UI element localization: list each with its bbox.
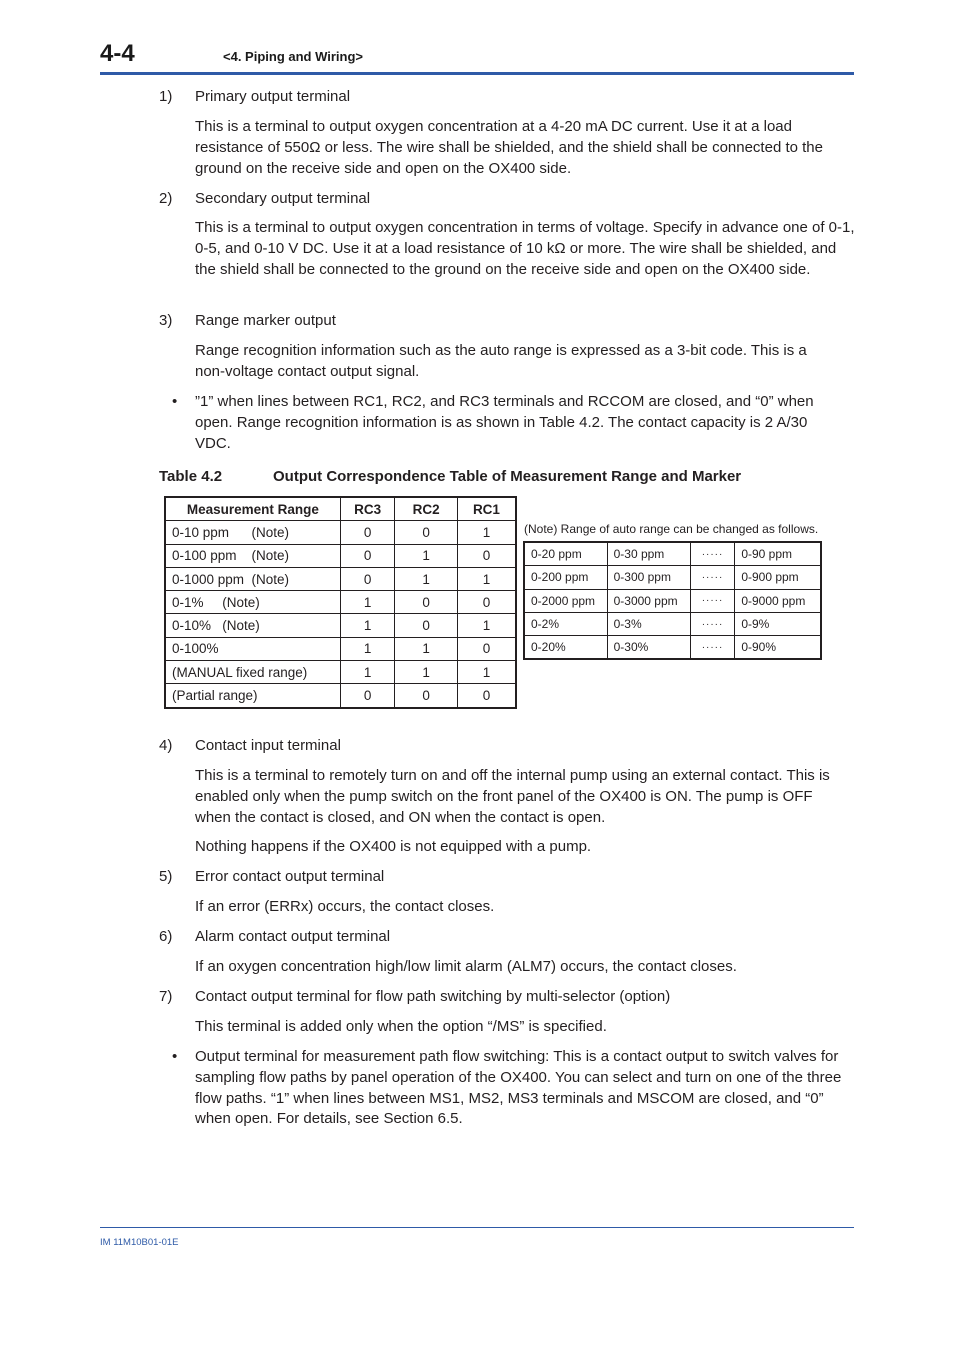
table-row bbox=[524, 636, 821, 660]
item-body: If an error (ERRx) occurs, the contact closes. bbox=[195, 898, 495, 915]
table-cell: 0-200 ppm bbox=[524, 566, 607, 589]
table-cell: 0-90% bbox=[735, 636, 821, 660]
table-cell: 1 bbox=[340, 591, 395, 614]
table-cell: 1 bbox=[395, 544, 458, 567]
table-cell: 0-1000 ppm (Note) bbox=[165, 567, 340, 590]
table-row bbox=[165, 661, 516, 684]
item-body: This is a terminal to output oxygen concentration at a 4-20 mA DC current. Use it at a load resistance of 550Ω or less. The wire shall be shielded, and the shield shall be connected to the ground on the receive side and open on the OX400 side. bbox=[195, 118, 823, 177]
ellipsis-cell: ····· bbox=[690, 636, 735, 660]
table-row bbox=[165, 591, 516, 614]
item-number: 4) bbox=[159, 737, 173, 754]
table-cell: 0-90 ppm bbox=[735, 542, 821, 566]
bullet-text: ”1” when lines between RC1, RC2, and RC3 terminals and RCCOM are closed, and “0” when open. Range recognition information is as shown in Table 4.2. The contact capacity is 2 A/30 VDC. bbox=[195, 393, 814, 452]
bullet-text: Output terminal for measurement path flow switching: This is a contact output to switch valves for sampling flow paths by panel operation of the OX400. You can select and turn on one of the three flow paths. “1” when lines between MS1, MS2, MS3 terminals and MSCOM are closed, and “0” when open. For details, see Section 6.5. bbox=[195, 1048, 842, 1128]
item-title: Alarm contact output terminal bbox=[195, 928, 391, 945]
item-body: This terminal is added only when the option “/MS” is specified. bbox=[195, 1018, 607, 1035]
table-header-cell: RC2 bbox=[395, 497, 458, 521]
item-title: Primary output terminal bbox=[195, 88, 351, 105]
item-body: This is a terminal to remotely turn on and off the internal pump using an external contact. This is enabled only when the pump switch on the front panel of the OX400 is ON. The pump is OFF when the contact is closed, and ON when the contact is open. bbox=[195, 767, 830, 826]
footer-rule bbox=[100, 1227, 854, 1228]
table-cell: 1 bbox=[457, 521, 516, 544]
table-cell: 0-100% bbox=[165, 637, 340, 660]
table-cell: 0-20% bbox=[524, 636, 607, 660]
table-cell: 0 bbox=[340, 544, 395, 567]
table-row bbox=[524, 589, 821, 612]
table-cell: 0 bbox=[457, 684, 516, 708]
table-cell: 0-9% bbox=[735, 612, 821, 635]
table-row bbox=[524, 612, 821, 635]
chapter-title: <4. Piping and Wiring> bbox=[223, 49, 364, 64]
item-body: If an oxygen concentration high/low limit alarm (ALM7) occurs, the contact closes. bbox=[195, 958, 737, 975]
table-cell: 0-30% bbox=[607, 636, 690, 660]
item-title: Range marker output bbox=[195, 312, 336, 329]
table-cell: 0 bbox=[395, 591, 458, 614]
item-title: Error contact output terminal bbox=[195, 868, 385, 885]
item-number: 2) bbox=[159, 190, 173, 207]
auto-range-note: (Note) Range of auto range can be changed as follows. bbox=[524, 522, 819, 536]
table-cell: 1 bbox=[457, 567, 516, 590]
table-cell: 0-30 ppm bbox=[607, 542, 690, 566]
item-number: 6) bbox=[159, 928, 173, 945]
table-cell: 0 bbox=[395, 614, 458, 637]
page-number: 4-4 bbox=[100, 40, 135, 67]
table-cell: 0 bbox=[340, 567, 395, 590]
item-title: Contact input terminal bbox=[195, 737, 341, 754]
table-header-cell: RC1 bbox=[457, 497, 516, 521]
table-row bbox=[524, 542, 821, 566]
table-cell: 1 bbox=[340, 614, 395, 637]
table-row bbox=[165, 637, 516, 660]
auto-range-table bbox=[523, 541, 822, 660]
table-cell: 0-2000 ppm bbox=[524, 589, 607, 612]
table-cell: 1 bbox=[395, 661, 458, 684]
table-cell: (MANUAL fixed range) bbox=[165, 661, 340, 684]
table-cell: 1 bbox=[457, 614, 516, 637]
table-cell: 0-100 ppm (Note) bbox=[165, 544, 340, 567]
bullet-icon: • bbox=[172, 1048, 178, 1065]
table-cell: 0 bbox=[395, 684, 458, 708]
table-cell: 0-1% (Note) bbox=[165, 591, 340, 614]
table-row bbox=[165, 684, 516, 708]
table-cell: 1 bbox=[340, 661, 395, 684]
table-row bbox=[165, 544, 516, 567]
table-header-cell: RC3 bbox=[340, 497, 395, 521]
ellipsis-cell: ····· bbox=[690, 566, 735, 589]
table-cell: 0-20 ppm bbox=[524, 542, 607, 566]
item-body: Range recognition information such as the auto range is expressed as a 3-bit code. This is a non-voltage contact output signal. bbox=[195, 342, 807, 380]
table-row bbox=[165, 521, 516, 544]
table-title: Output Correspondence Table of Measurement Range and Marker bbox=[273, 468, 742, 485]
table-cell: 0-300 ppm bbox=[607, 566, 690, 589]
table-cell: (Partial range) bbox=[165, 684, 340, 708]
ellipsis-cell: ····· bbox=[690, 612, 735, 635]
ellipsis-cell: ····· bbox=[690, 589, 735, 612]
document-id: IM 11M10B01-01E bbox=[100, 1237, 179, 1248]
table-cell: 0-10% (Note) bbox=[165, 614, 340, 637]
range-marker-table bbox=[164, 496, 517, 709]
table-cell: 0 bbox=[340, 521, 395, 544]
item-number: 7) bbox=[159, 988, 173, 1005]
table-header-row bbox=[165, 497, 516, 521]
item-number: 3) bbox=[159, 312, 173, 329]
table-row bbox=[165, 567, 516, 590]
item-number: 1) bbox=[159, 88, 173, 105]
item-number: 5) bbox=[159, 868, 173, 885]
table-row bbox=[165, 614, 516, 637]
table-cell: 0 bbox=[340, 684, 395, 708]
header-rule bbox=[100, 72, 854, 75]
table-row bbox=[524, 566, 821, 589]
item-title: Contact output terminal for flow path switching by multi-selector (option) bbox=[195, 988, 671, 1005]
bullet-icon: • bbox=[172, 393, 178, 410]
table-cell: 1 bbox=[395, 637, 458, 660]
table-cell: 0-900 ppm bbox=[735, 566, 821, 589]
table-cell: 0-2% bbox=[524, 612, 607, 635]
table-cell: 0-9000 ppm bbox=[735, 589, 821, 612]
table-cell: 0 bbox=[457, 591, 516, 614]
table-cell: 0 bbox=[457, 637, 516, 660]
table-header-cell: Measurement Range bbox=[165, 497, 340, 521]
table-cell: 1 bbox=[457, 661, 516, 684]
table-cell: 0 bbox=[395, 521, 458, 544]
item-body: This is a terminal to output oxygen concentration in terms of voltage. Specify in advance one of 0-1, 0-5, and 0-10 V DC. Use it at a load resistance of 10 kΩ or more. The wire shall be shielded, and the shield shall be connected to the ground on the receive side and open on the OX400 side. bbox=[195, 219, 855, 278]
table-cell: 0 bbox=[457, 544, 516, 567]
table-cell: 0-3000 ppm bbox=[607, 589, 690, 612]
table-cell: 1 bbox=[340, 637, 395, 660]
table-cell: 0-3% bbox=[607, 612, 690, 635]
table-cell: 0-10 ppm (Note) bbox=[165, 521, 340, 544]
table-cell: 1 bbox=[395, 567, 458, 590]
table-label: Table 4.2 bbox=[159, 468, 223, 485]
ellipsis-cell: ····· bbox=[690, 542, 735, 566]
item-body: Nothing happens if the OX400 is not equipped with a pump. bbox=[195, 838, 592, 855]
item-title: Secondary output terminal bbox=[195, 190, 371, 207]
